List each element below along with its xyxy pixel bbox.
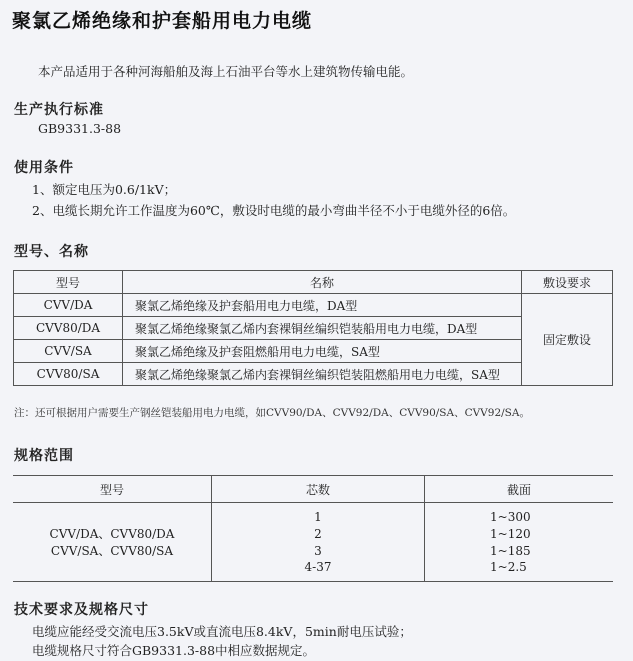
core-count: 3 — [212, 542, 425, 559]
header-name: 名称 — [123, 271, 522, 294]
row-name: 聚氯乙烯绝缘及护套船用电力电缆，DA型 — [123, 294, 522, 317]
section-range: 1~300 — [425, 509, 614, 525]
conditions-heading: 使用条件 — [14, 160, 74, 176]
row-name: 聚氯乙烯绝缘聚氯乙烯内套裸铜丝编织铠装阻燃船用电力电缆，SA型 — [123, 363, 522, 386]
spacer-row — [13, 575, 613, 582]
table-row — [13, 559, 613, 575]
table-row — [13, 525, 613, 542]
condition-item-2: 2、电缆长期允许工作温度为60℃，敷设时电缆的最小弯曲半径不小于电缆外径的6倍。 — [32, 203, 516, 218]
standard-heading: 生产执行标准 — [14, 102, 104, 118]
document-title: 聚氯乙烯绝缘和护套船用电力电缆 — [12, 10, 313, 32]
table-row — [14, 294, 613, 317]
models-heading: 型号、名称 — [14, 244, 89, 260]
spec-header-cores: 芯数 — [212, 476, 425, 503]
section-range: 1~120 — [425, 525, 614, 542]
intro-text: 本产品适用于各种河海船舶及海上石油平台等水上建筑物传输电能。 — [38, 64, 414, 79]
row-model: CVV/SA — [14, 340, 123, 363]
section-range: 1~2.5 — [425, 559, 614, 575]
spec-header-section: 截面 — [425, 476, 614, 503]
tech-heading: 技术要求及规格尺寸 — [14, 602, 149, 618]
tech-line-1: 电缆应能经受交流电压3.5kV或直流电压8.4kV，5min耐电压试验； — [32, 624, 412, 639]
section-range: 1~185 — [425, 542, 614, 559]
core-count: 2 — [212, 525, 425, 542]
condition-item-1: 1、额定电压为0.6/1kV； — [32, 182, 177, 197]
row-name: 聚氯乙烯绝缘聚氯乙烯内套裸铜丝编织铠装船用电力电缆，DA型 — [123, 317, 522, 340]
spec-model: CVV/SA、CVV80/SA — [50, 544, 174, 558]
tech-line-2: 电缆规格尺寸符合GB9331.3-88中相应数据规定。 — [32, 643, 316, 658]
spec-model: CVV/DA、CVV80/DA — [49, 527, 175, 541]
model-table — [13, 270, 613, 386]
spec-table — [13, 475, 613, 582]
table-row — [13, 509, 613, 525]
model-note: 注：还可根据用户需要生产钢丝铠装船用电力电缆，如CVV90/DA、CVV92/DA、CVV90/SA、CVV92/SA。 — [14, 407, 530, 419]
standard-value: GB9331.3-88 — [38, 121, 122, 136]
row-model: CVV/DA — [14, 294, 123, 317]
row-name: 聚氯乙烯绝缘及护套阻燃船用电力电缆，SA型 — [123, 340, 522, 363]
table-row — [13, 542, 613, 559]
core-count: 4-37 — [212, 559, 425, 575]
laying-requirement: 固定敷设 — [522, 294, 613, 386]
spec-table-header — [13, 476, 613, 503]
spec-header-model: 型号 — [13, 476, 212, 503]
header-laying: 敷设要求 — [522, 271, 613, 294]
core-count: 1 — [212, 509, 425, 525]
header-model: 型号 — [14, 271, 123, 294]
model-table-header — [14, 271, 613, 294]
row-model: CVV80/SA — [14, 363, 123, 386]
specs-heading: 规格范围 — [14, 448, 74, 464]
row-model: CVV80/DA — [14, 317, 123, 340]
